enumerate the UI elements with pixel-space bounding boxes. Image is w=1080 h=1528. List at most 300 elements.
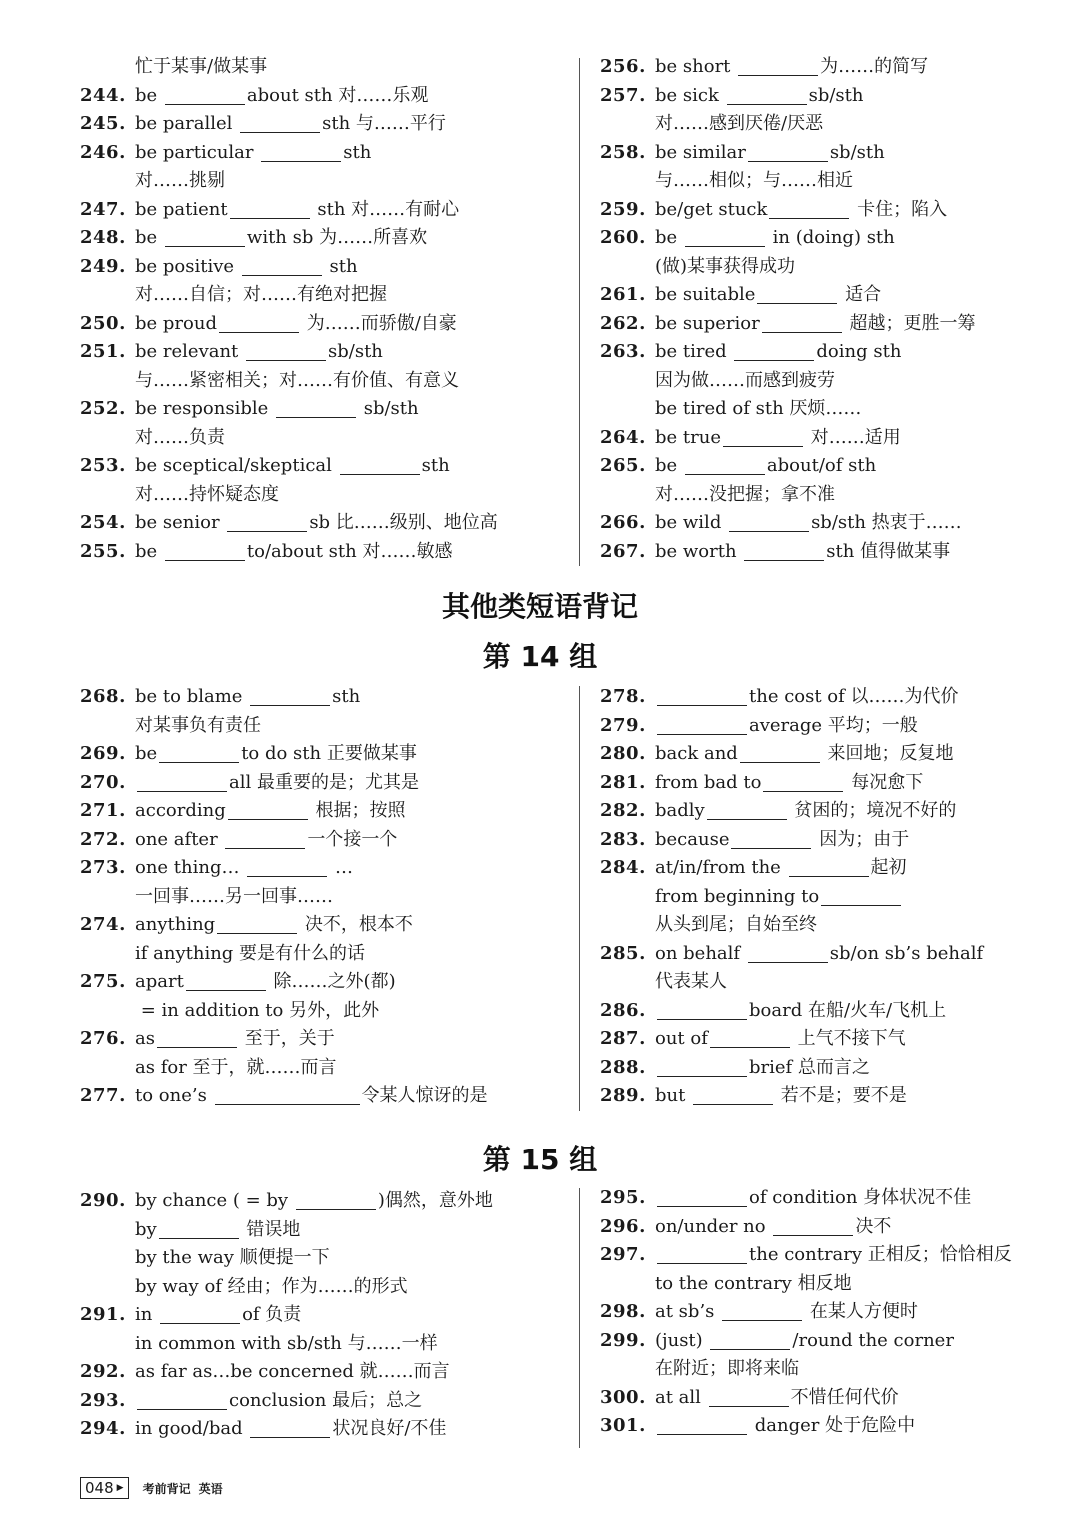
phrase-entry [600, 1054, 983, 1083]
phrase-text: 每况愈下 [845, 771, 924, 793]
phrase-text: 对……适用 [804, 426, 901, 448]
entry-number: 297. [600, 1244, 646, 1265]
phrase-text: be parallel [135, 113, 239, 134]
entry-number: 251. [80, 341, 126, 362]
entry-number: 290. [80, 1190, 126, 1211]
phrase-continuation [600, 1270, 1012, 1299]
phrase-text: by way of 经由；作为……的形式 [135, 1275, 408, 1297]
phrase-entry [600, 712, 983, 741]
phrase-entry [600, 1327, 1012, 1356]
entry-number: 263. [600, 341, 646, 362]
entry-number: 268. [80, 686, 126, 707]
phrase-text: out of [655, 1028, 708, 1049]
phrase-text: sth 值得做某事 [826, 540, 951, 562]
entry-number: 277. [80, 1085, 126, 1106]
page-footer [80, 1476, 223, 1500]
phrase-continuation [80, 481, 498, 510]
fill-in-blank [657, 1414, 747, 1435]
fill-in-blank [165, 84, 245, 105]
entry-number: 258. [600, 141, 646, 163]
fill-in-blank [165, 540, 245, 561]
phrase-text: 对某事负有责任 [135, 714, 261, 736]
arrow-right-icon: ▶ [116, 1483, 124, 1493]
entry-number: 253. [80, 455, 126, 476]
phrase-text: 超越；更胜一筹 [843, 312, 976, 334]
phrase-text: 来回地；反复地 [821, 743, 954, 764]
fill-in-blank [657, 999, 747, 1020]
phrase-text: be [135, 227, 163, 248]
phrase-text: 代表某人 [655, 971, 727, 992]
fill-in-blank [246, 340, 326, 361]
phrase-text: 从头到尾；自始至终 [655, 914, 817, 935]
phrase-entry [600, 740, 983, 769]
entry-number: 301. [600, 1415, 646, 1436]
entry-number: 254. [80, 512, 126, 533]
entry-number: 244. [80, 84, 126, 106]
phrase-entry [80, 452, 498, 481]
phrase-text: be tired [655, 341, 733, 362]
phrase-entry [80, 854, 488, 883]
phrase-text: 令某人惊讶的是 [361, 1085, 488, 1106]
phrase-text: at all [655, 1386, 707, 1408]
fill-in-blank [722, 1300, 802, 1321]
fill-in-blank [160, 1303, 240, 1324]
phrase-text: 状况良好/不佳 [332, 1418, 447, 1439]
fill-in-blank [247, 856, 327, 877]
phrase-text: from beginning to [655, 885, 820, 907]
phrase-continuation [80, 1054, 488, 1083]
phrase-entry [80, 196, 498, 225]
fill-in-blank [693, 1084, 773, 1105]
fill-in-blank [225, 828, 305, 849]
phrase-entry [80, 1082, 488, 1111]
phrase-text: in good/bad [135, 1418, 249, 1439]
column-g15-right [600, 1184, 1012, 1441]
entry-number: 282. [600, 800, 646, 821]
phrase-text: 决不 [855, 1215, 892, 1237]
phrase-entry [600, 854, 983, 883]
phrase-text: be true [655, 426, 721, 448]
phrase-entry [80, 1025, 488, 1054]
column-g15-left [80, 1187, 493, 1444]
group-14-title: 第 14 组 [482, 640, 598, 673]
phrase-text: be [655, 455, 683, 476]
phrase-text: sb/on sb’s behalf [829, 942, 984, 964]
phrase-text: as for 至于，就……而言 [135, 1056, 337, 1078]
fill-in-blank [789, 856, 869, 877]
phrase-text: 与……紧密相关；对……有价值、有意义 [135, 369, 459, 391]
phrase-continuation [80, 1273, 493, 1302]
phrase-entry [600, 452, 975, 481]
fill-in-blank [657, 1243, 747, 1264]
phrase-text: in (doing) sth [766, 227, 895, 248]
phrase-text: back and [655, 743, 738, 764]
section-title: 其他类短语背记 [441, 590, 638, 623]
fill-in-blank [748, 141, 828, 162]
phrase-text: to/about sth 对……敏感 [246, 540, 453, 562]
phrase-entry [600, 940, 983, 969]
phrase-entry [80, 1187, 493, 1216]
page-number-box [80, 1477, 129, 1499]
phrase-text: be suitable [655, 284, 756, 305]
phrase-text: 根据；按照 [309, 800, 406, 821]
entry-number: 280. [600, 743, 646, 764]
phrase-entry [600, 224, 975, 253]
entry-number: 255. [80, 540, 126, 562]
phrase-text: the contrary 正相反；恰恰相反 [749, 1244, 1012, 1265]
phrase-text: in [135, 1304, 159, 1325]
phrase-text: board 在船/火车/飞机上 [749, 999, 947, 1021]
phrase-entry [80, 769, 488, 798]
phrase-text: 与……相似；与……相近 [655, 170, 853, 191]
phrase-entry [600, 1082, 983, 1111]
entry-number: 267. [600, 540, 646, 562]
phrase-text: be sceptical/skeptical [135, 455, 338, 476]
phrase-text: of 负责 [242, 1304, 302, 1325]
fill-in-blank [159, 1218, 239, 1239]
phrase-entry [80, 1387, 493, 1416]
phrase-text: 上气不接下气 [791, 1028, 906, 1049]
fill-in-blank [159, 742, 239, 763]
phrase-text: about/of sth [766, 455, 877, 476]
phrase-continuation [80, 883, 488, 912]
fill-in-blank [227, 511, 307, 532]
column-divider-group14 [579, 686, 580, 1111]
phrase-continuation [600, 395, 975, 424]
fill-in-blank [685, 454, 765, 475]
phrase-entry [600, 1241, 1012, 1270]
phrase-text: be [135, 540, 163, 562]
phrase-text: 错误地 [240, 1218, 301, 1240]
phrase-text: all 最重要的是；尤其是 [229, 771, 419, 793]
fill-in-blank [137, 1389, 227, 1410]
phrase-text: at sb’s [655, 1301, 721, 1322]
phrase-text: 为……而骄傲/自豪 [300, 312, 457, 334]
phrase-entry [80, 740, 488, 769]
phrase-entry [80, 310, 498, 339]
phrase-entry [600, 1412, 1012, 1441]
fill-in-blank [734, 340, 814, 361]
phrase-entry [600, 538, 975, 567]
phrase-text: be patient [135, 198, 228, 220]
phrase-text: = in addition to 另外，此外 [135, 999, 380, 1021]
phrase-text: apart [135, 971, 184, 992]
fill-in-blank [685, 226, 765, 247]
entry-number: 265. [600, 455, 646, 476]
phrase-text: but [655, 1085, 692, 1106]
fill-in-blank [773, 1215, 853, 1236]
column-g14-left [80, 683, 488, 1111]
entry-number: 300. [600, 1386, 646, 1408]
phrase-entry [600, 281, 975, 310]
phrase-entry [600, 797, 983, 826]
fill-in-blank [709, 1386, 789, 1407]
entry-number: 288. [600, 1056, 646, 1078]
phrase-continuation [80, 367, 498, 396]
phrase-entry [80, 968, 488, 997]
phrase-continuation [80, 1216, 493, 1245]
entry-number: 273. [80, 857, 126, 878]
fill-in-blank [217, 913, 297, 934]
phrase-entry [80, 253, 498, 282]
phrase-text: /round the corner [792, 1329, 954, 1351]
phrase-entry [80, 509, 498, 538]
fill-in-blank [228, 799, 308, 820]
phrase-continuation [600, 883, 983, 912]
phrase-entry [600, 82, 975, 111]
entry-number: 291. [80, 1304, 126, 1325]
phrase-text: be proud [135, 312, 217, 334]
phrase-text: )偶然，意外地 [377, 1190, 493, 1211]
phrase-text: on/under no [655, 1215, 772, 1237]
phrase-continuation [600, 253, 975, 282]
phrase-text: 卡住；陷入 [851, 198, 948, 220]
phrase-text: sb/sth 热衷于…… [811, 512, 962, 533]
phrase-continuation [600, 911, 983, 940]
phrase-text: 为……的简写 [820, 56, 929, 77]
phrase-text: sb/sth [358, 398, 419, 419]
fill-in-blank [215, 1084, 360, 1105]
phrase-continuation [80, 424, 498, 453]
phrase-text: sb/sth [808, 84, 864, 106]
phrase-entry [600, 1184, 1012, 1213]
entry-number: 298. [600, 1301, 646, 1322]
phrase-text: according [135, 800, 226, 821]
entry-number: 260. [600, 227, 646, 248]
fill-in-blank [710, 1027, 790, 1048]
phrase-entry [600, 196, 975, 225]
fill-in-blank [710, 1329, 790, 1350]
fill-in-blank [276, 397, 356, 418]
entry-number: 285. [600, 942, 646, 964]
entry-number: 262. [600, 312, 646, 334]
phrase-text: badly [655, 800, 705, 821]
phrase-entry [600, 139, 975, 168]
phrase-entry [80, 139, 498, 168]
phrase-continuation [80, 281, 498, 310]
fill-in-blank [821, 885, 901, 906]
entry-number: 295. [600, 1187, 646, 1208]
phrase-text: to one’s [135, 1085, 213, 1106]
phrase-text: be short [655, 56, 737, 77]
phrase-text: 决不，根本不 [299, 914, 413, 935]
phrase-text: the cost of 以……为代价 [749, 686, 959, 707]
phrase-text: be [135, 84, 163, 106]
fill-in-blank [707, 799, 787, 820]
fill-in-blank [242, 255, 322, 276]
phrase-text: 对……负责 [135, 426, 225, 448]
entry-number: 275. [80, 971, 126, 992]
phrase-entry [80, 110, 498, 139]
phrase-text: 在某人方便时 [804, 1301, 918, 1322]
entry-number: 296. [600, 1215, 646, 1237]
phrase-text: to do sth 正要做某事 [241, 743, 417, 764]
entry-number: 283. [600, 828, 646, 850]
phrase-text: sb 比……级别、地位高 [309, 512, 498, 533]
fill-in-blank [738, 55, 818, 76]
phrase-text: 在附近；即将来临 [655, 1358, 799, 1379]
phrase-text: about sth 对……乐观 [246, 84, 429, 106]
fill-in-blank [230, 198, 310, 219]
fill-in-blank [762, 312, 842, 333]
phrase-text: be [135, 743, 158, 764]
phrase-entry [600, 338, 975, 367]
phrase-text: as far as…be concerned 就……而言 [135, 1361, 450, 1382]
phrase-text: by chance ( = by [135, 1190, 294, 1211]
phrase-text: 一个接一个 [307, 828, 398, 850]
entry-number: 271. [80, 800, 126, 821]
phrase-text: at/in/from the [655, 857, 787, 878]
phrase-continuation [600, 367, 975, 396]
entry-number: 286. [600, 999, 646, 1021]
entry-number: 259. [600, 198, 646, 220]
phrase-text: be senior [135, 512, 226, 533]
phrase-entry [80, 1358, 493, 1387]
fill-in-blank [240, 112, 320, 133]
phrase-text: 对……自信；对……有绝对把握 [135, 284, 387, 305]
phrase-text: 起初 [870, 857, 907, 878]
phrase-text: by the way 顺便提一下 [135, 1247, 330, 1268]
phrase-entry [80, 1415, 493, 1444]
phrase-entry [600, 53, 975, 82]
phrase-entry [80, 911, 488, 940]
fill-in-blank [763, 771, 843, 792]
fill-in-blank [261, 141, 341, 162]
phrase-entry [600, 1384, 1012, 1413]
phrase-entry [600, 310, 975, 339]
phrase-text: by [135, 1218, 157, 1240]
phrase-text: to the contrary 相反地 [655, 1272, 852, 1294]
entry-number: 250. [80, 312, 126, 334]
phrase-text: be wild [655, 512, 728, 533]
phrase-continuation [80, 1330, 493, 1359]
fill-in-blank [729, 511, 809, 532]
phrase-text: (做)某事获得成功 [655, 255, 796, 277]
phrase-text: 贫困的；境况不好的 [788, 800, 957, 821]
phrase-text: 对……持怀疑态度 [135, 483, 279, 505]
subject-label: 英语 [198, 1481, 223, 1496]
phrase-entry [80, 82, 498, 111]
phrase-text: … [329, 857, 353, 878]
fill-in-blank [137, 771, 227, 792]
entry-number: 264. [600, 426, 646, 448]
fill-in-blank [744, 540, 824, 561]
phrase-continuation [80, 1244, 493, 1273]
phrase-text: 至于，关于 [238, 1028, 335, 1049]
phrase-continuation [80, 53, 498, 82]
fill-in-blank [186, 970, 266, 991]
column-top-right [600, 53, 975, 566]
phrase-text: sb/sth [829, 141, 885, 163]
phrase-text: sth [421, 455, 450, 476]
phrase-text: be relevant [135, 341, 245, 362]
group-15-title: 第 15 组 [482, 1143, 598, 1176]
fill-in-blank [657, 714, 747, 735]
phrase-text: if anything 要是有什么的话 [135, 942, 366, 964]
entry-number: 281. [600, 771, 646, 793]
entry-number: 252. [80, 398, 126, 419]
phrase-text: 对……没把握；拿不准 [655, 483, 835, 505]
phrase-text: be worth [655, 540, 743, 562]
phrase-text: of condition 身体状况不佳 [749, 1187, 972, 1208]
phrase-text: be [655, 227, 683, 248]
phrase-text: be sick [655, 84, 725, 106]
phrase-continuation [80, 997, 488, 1026]
phrase-entry [80, 797, 488, 826]
phrase-text: 对……感到厌倦/厌恶 [655, 113, 824, 134]
fill-in-blank [723, 426, 803, 447]
phrase-entry [600, 826, 983, 855]
phrase-entry [80, 538, 498, 567]
fill-in-blank [740, 742, 820, 763]
entry-number: 245. [80, 113, 126, 134]
phrase-text: one thing… [135, 857, 246, 878]
fill-in-blank [296, 1189, 376, 1210]
phrase-text: be particular [135, 141, 260, 163]
fill-in-blank [748, 942, 828, 963]
phrase-text: on behalf [655, 942, 746, 964]
phrase-text: because [655, 828, 730, 850]
phrase-entry [600, 1298, 1012, 1327]
entry-number: 269. [80, 743, 126, 764]
phrase-text: sth [343, 141, 372, 163]
phrase-entry [80, 826, 488, 855]
phrase-entry [600, 1213, 1012, 1242]
phrase-text: sth [332, 686, 361, 707]
phrase-text: sth 对……有耐心 [311, 198, 460, 220]
entry-number: 270. [80, 771, 126, 793]
phrase-continuation [600, 1355, 1012, 1384]
entry-number: 261. [600, 284, 646, 305]
phrase-text: 若不是；要不是 [775, 1085, 907, 1106]
phrase-text: 一回事……另一回事…… [135, 885, 333, 907]
phrase-text: be to blame [135, 686, 249, 707]
entry-number: 279. [600, 714, 646, 736]
phrase-entry [600, 683, 983, 712]
phrase-text: brief 总而言之 [749, 1056, 870, 1078]
column-divider-group15 [579, 1188, 580, 1448]
phrase-text: as [135, 1028, 155, 1049]
entry-number: 287. [600, 1028, 646, 1049]
entry-number: 248. [80, 227, 126, 248]
fill-in-blank [657, 1056, 747, 1077]
fill-in-blank [731, 828, 811, 849]
page-number: 048 [85, 1479, 114, 1497]
fill-in-blank [769, 198, 849, 219]
phrase-entry [80, 1301, 493, 1330]
phrase-text: 忙于某事/做某事 [135, 56, 268, 77]
phrase-continuation [600, 481, 975, 510]
column-g14-right [600, 683, 983, 1111]
phrase-text: be tired of sth 厌烦…… [655, 398, 862, 419]
phrase-text: sth 与……平行 [322, 113, 446, 134]
fill-in-blank [657, 1186, 747, 1207]
entry-number: 274. [80, 914, 126, 935]
phrase-text: 因为做……而感到疲劳 [655, 369, 835, 391]
fill-in-blank [757, 283, 837, 304]
phrase-entry [80, 683, 488, 712]
entry-number: 294. [80, 1418, 126, 1439]
phrase-text: sth [323, 255, 358, 277]
fill-in-blank [250, 1417, 330, 1438]
phrase-text: anything [135, 914, 216, 935]
phrase-text: be responsible [135, 398, 274, 419]
phrase-text: (just) [655, 1329, 709, 1351]
phrase-continuation [80, 167, 498, 196]
fill-in-blank [219, 312, 299, 333]
fill-in-blank [165, 226, 245, 247]
entry-number: 276. [80, 1028, 126, 1049]
